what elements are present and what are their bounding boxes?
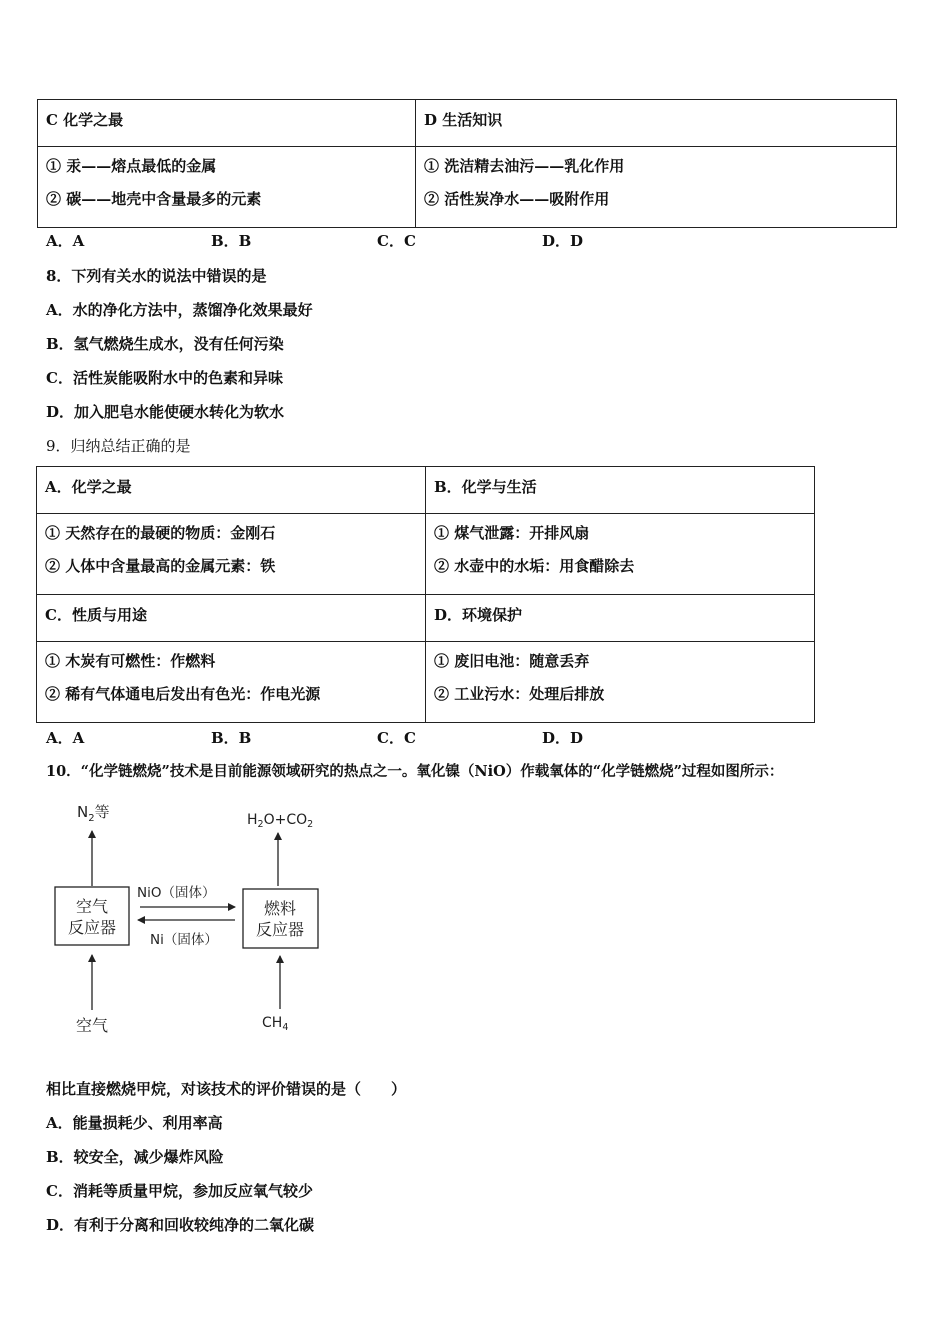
q7-option-b[interactable]: B．B [211, 232, 252, 250]
q9-option-d[interactable]: D．D [542, 729, 584, 747]
q9-c-header: C．性质与用途 [37, 595, 426, 642]
n2-label: $N_2$等 [77, 803, 110, 824]
q10-option-a[interactable]: A．能量损耗少、利用率高 [46, 1114, 223, 1132]
q9-options [0, 729, 950, 749]
q8-option-d[interactable]: D．加入肥皂水能使硬水转化为软水 [46, 403, 285, 421]
q8-option-b[interactable]: B．氢气燃烧生成水，没有任何污染 [46, 335, 284, 353]
table1-d-body: ① 洗洁精去油污——乳化作用 ② 活性炭净水——吸附作用 [416, 147, 897, 228]
q9-d-header: D．环境保护 [426, 595, 815, 642]
q9-b-header: B．化学与生活 [426, 467, 815, 514]
q8-option-a[interactable]: A．水的净化方法中，蒸馏净化效果最好 [46, 301, 313, 319]
q10-stem: 10．“化学链燃烧”技术是目前能源领域研究的热点之一。氧化镍（NiO）作载氧体的“化学链燃烧”过程如图所示： [46, 763, 784, 780]
q9-a-header: A．化学之最 [37, 467, 426, 514]
q9-option-c[interactable]: C．C [377, 729, 416, 747]
fuel-reactor-label-line2: 反应器 [255, 920, 305, 939]
table1-c-body: ① 汞——熔点最低的金属 ② 碳——地壳中含量最多的元素 [38, 147, 416, 228]
nio-label: NiO（固体） [137, 885, 216, 901]
fuel-reactor-label-line1: 燃料 [263, 899, 297, 918]
table-q7-continued [37, 99, 897, 228]
q9-option-b[interactable]: B．B [211, 729, 252, 747]
q9-c-body: ① 木炭有可燃性：作燃料 ② 稀有气体通电后发出有色光：作电光源 [37, 642, 426, 723]
q9-stem: 9．归纳总结正确的是 [46, 437, 191, 455]
q9-d-body: ① 废旧电池：随意丢弃 ② 工业污水：处理后排放 [426, 642, 815, 723]
products-label: $H_2O+CO_2$ [247, 812, 314, 830]
fuel-reactor-box [243, 889, 318, 948]
q10-option-b[interactable]: B．较安全，减少爆炸风险 [46, 1148, 224, 1166]
q10-question: 相比直接燃烧甲烷，对该技术的评价错误的是（ ） [46, 1080, 407, 1098]
q10-option-c[interactable]: C．消耗等质量甲烷，参加反应氧气较少 [46, 1182, 313, 1200]
q8-option-c[interactable]: C．活性炭能吸附水中的色素和异味 [46, 369, 283, 387]
table1-d-header: D 生活知识 [416, 100, 897, 147]
table1-c-header: C 化学之最 [38, 100, 416, 147]
q7-option-a[interactable]: A．A [46, 232, 85, 250]
table-q9 [36, 466, 815, 723]
q8-stem: 8．下列有关水的说法中错误的是 [46, 267, 267, 285]
q10-option-d[interactable]: D．有利于分离和回收较纯净的二氧化碳 [46, 1216, 315, 1234]
q7-option-c[interactable]: C．C [377, 232, 416, 250]
ch4-label: $CH_4$ [262, 1015, 289, 1033]
chemical-looping-diagram [0, 795, 360, 1045]
ni-label: Ni（固体） [150, 932, 218, 948]
q7-options [0, 232, 950, 252]
air-reactor-label-line1: 空气 [75, 897, 109, 916]
q7-option-d[interactable]: D．D [542, 232, 584, 250]
air-reactor-label-line2: 反应器 [67, 918, 117, 937]
q9-a-body: ① 天然存在的最硬的物质：金刚石 ② 人体中含量最高的金属元素：铁 [37, 514, 426, 595]
q9-option-a[interactable]: A．A [46, 729, 85, 747]
q9-b-body: ① 煤气泄露：开排风扇 ② 水壶中的水垢：用食醋除去 [426, 514, 815, 595]
air-input-label: 空气 [75, 1016, 109, 1035]
